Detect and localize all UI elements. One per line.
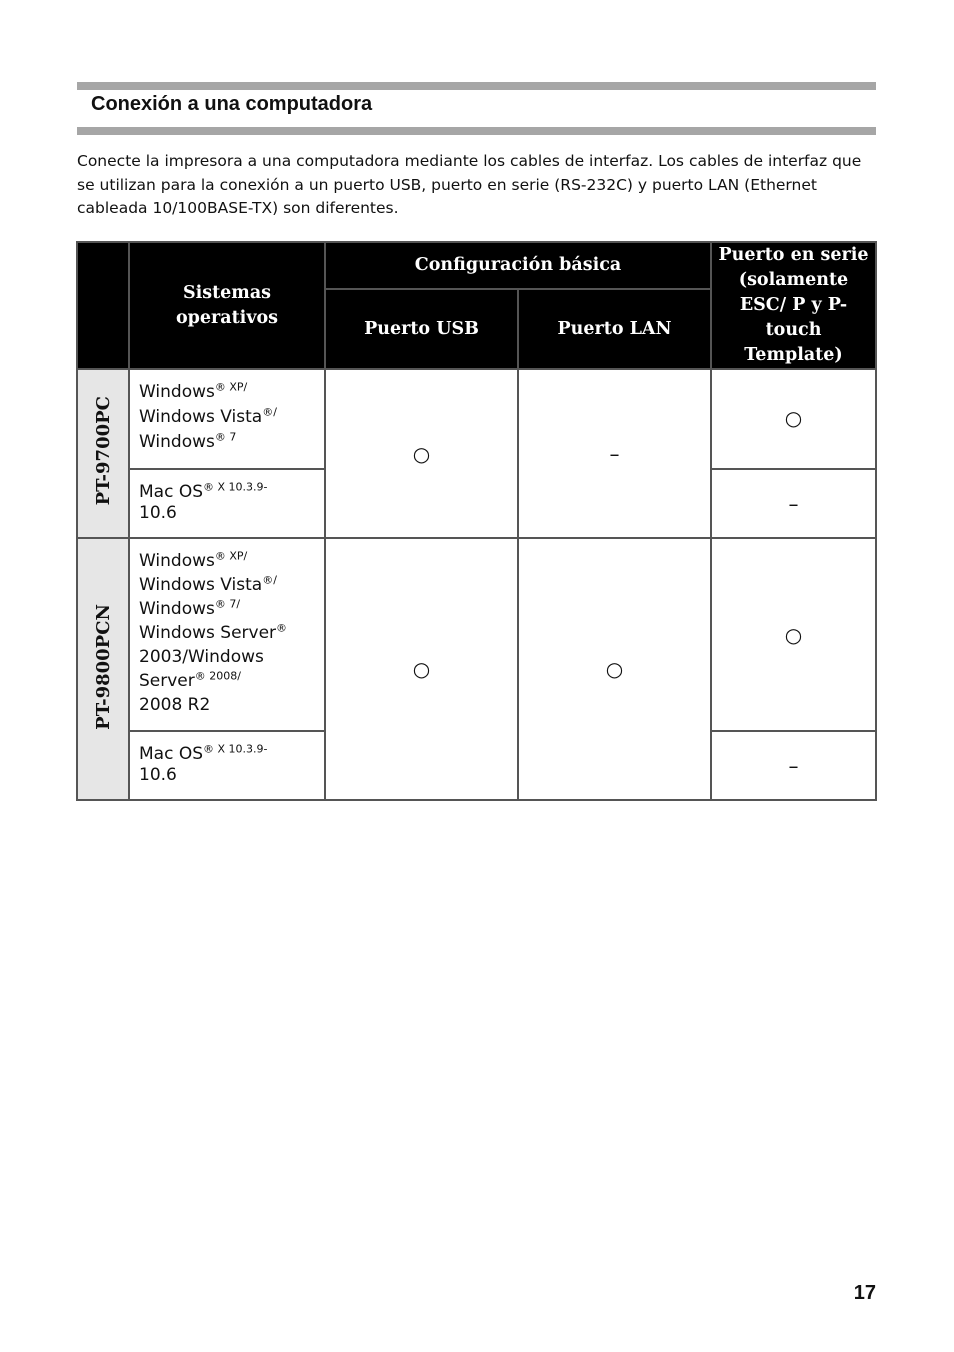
- header-serial-port: Puerto en serie (solamente ESC/ P y P-touch Template): [711, 242, 876, 369]
- usb-support-mark: ○: [325, 369, 518, 538]
- section-rule-top: [77, 82, 876, 90]
- model-label-cell: [77, 538, 129, 800]
- page-number: 17: [853, 1282, 876, 1304]
- serial-windows-support-mark: ○: [711, 538, 876, 731]
- lan-support-mark: –: [518, 369, 711, 538]
- model-label-cell: [77, 369, 129, 538]
- header-basic-config: Configuración básica: [325, 242, 711, 289]
- model-name: PT-9800PCN: [92, 603, 114, 730]
- intro-paragraph: Conecte la impresora a una computadora mediante los cables de interfaz. Los cables de interfaz que se utilizan para la conexión a un puerto USB, puerto en serie (RS-232C) y puerto LAN (Ethernet cableada 10/100BASE-TX) son diferentes.: [77, 152, 862, 217]
- serial-windows-support-mark: ○: [711, 369, 876, 469]
- model-name: PT-9700PC: [92, 396, 114, 506]
- lan-support-mark: ○: [518, 538, 711, 800]
- header-corner: [77, 242, 129, 369]
- header-lan-port: Puerto LAN: [518, 289, 711, 369]
- header-os: Sistemas operativos: [129, 242, 325, 369]
- compatibility-table: [76, 241, 877, 801]
- header-usb-port: Puerto USB: [325, 289, 518, 369]
- os-mac-cell: Mac $OS^{® X 10.3.9-}$ 10.6: [129, 731, 325, 800]
- os-mac-cell: Mac $OS^{® X 10.3.9-}$ 10.6: [129, 469, 325, 538]
- section-title: Conexión a una computadora: [91, 93, 373, 115]
- usb-support-mark: ○: [325, 538, 518, 800]
- os-windows-cell: Windows$^{® XP/}$ Windows Vista®/ Windows$^{® 7}$: [129, 369, 325, 469]
- serial-mac-support-mark: –: [711, 469, 876, 538]
- os-windows-cell: Windows$^{® XP/}$ Windows Vista®/ Windows$^{® 7/}$ Windows Server® 2003/Windows Server$^{® 2008/}$ 2008 R2: [129, 538, 325, 731]
- section-rule-bottom: [77, 127, 876, 135]
- serial-mac-support-mark: –: [711, 731, 876, 800]
